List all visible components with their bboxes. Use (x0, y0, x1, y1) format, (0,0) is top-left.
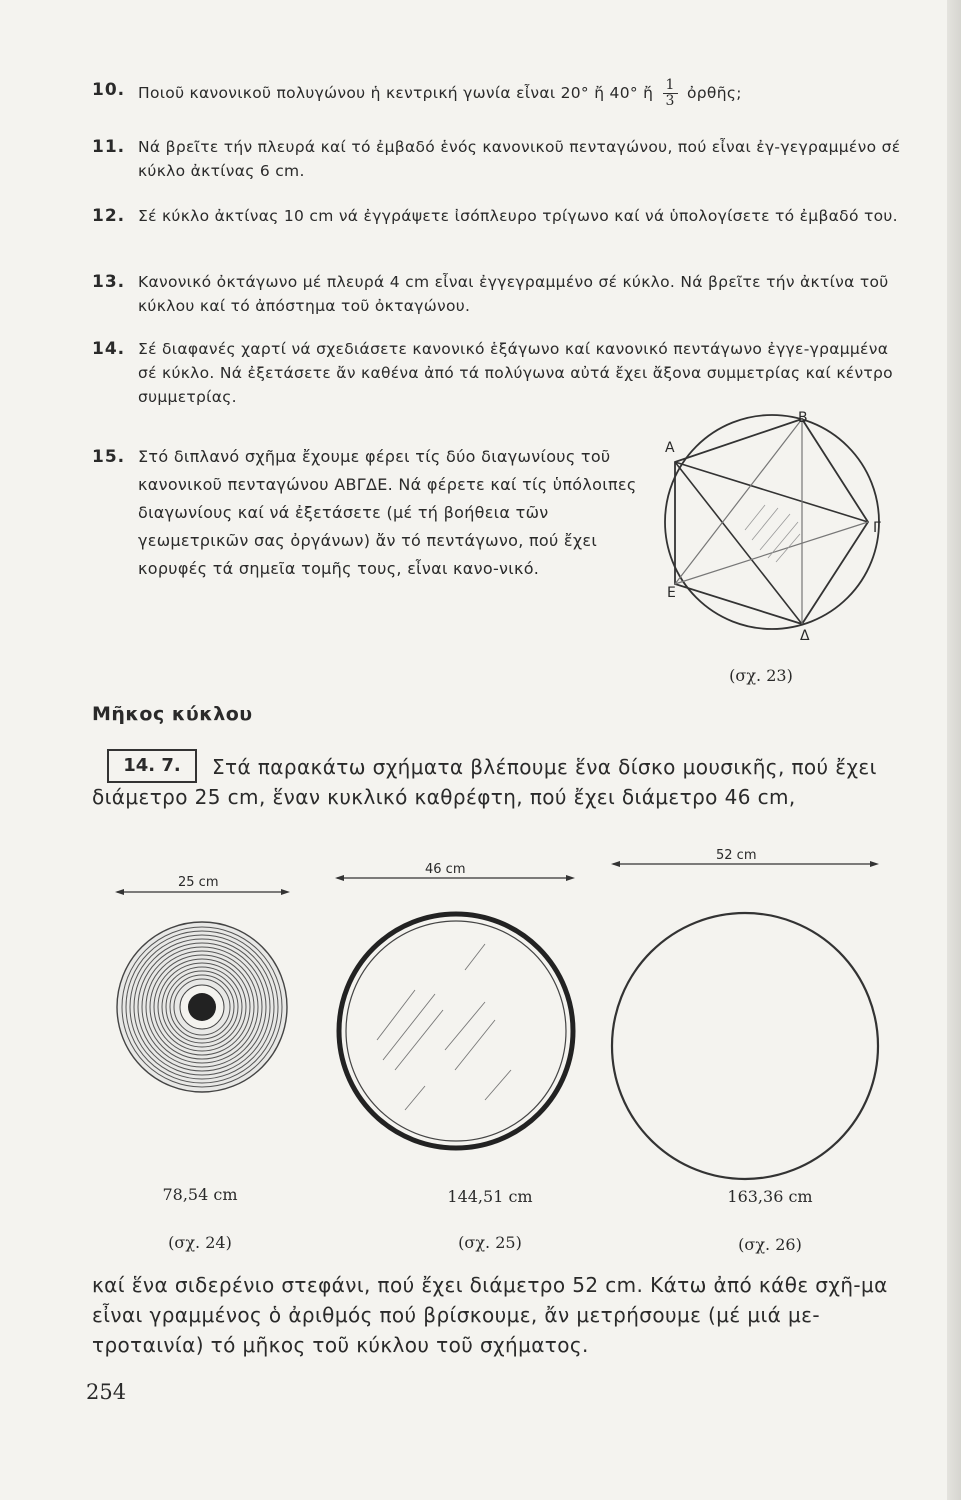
fraction-numerator: 1 (663, 78, 678, 94)
figure-23-pentagon (660, 410, 890, 650)
page-number: 254 (86, 1380, 127, 1404)
section-intro-text: Στά παρακάτω σχήματα βλέπουμε ἕνα δίσκο μουσικῆς, πού ἔχει διάμετρο 25 cm, ἕναν κυκλικό καθρέφτη, πού ἔχει διάμετρο 46 cm, (92, 755, 877, 809)
exercise-number: 15. (92, 447, 126, 467)
section-title: Μῆκος κύκλου (92, 703, 253, 725)
exercise-15 (92, 443, 662, 583)
vertex-label-G: Γ (873, 520, 881, 536)
diagonal-AG (675, 462, 868, 522)
exercise-text: Κανονικό ὀκτάγωνο μέ πλευρά 4 cm εἶναι ἐγγεγραμμένο σέ κύκλο. Νά βρεῖτε τήν ἀκτίνα τοῦ κύκλου καί τό ἀπόστημα τοῦ ὀκταγώνου. (138, 273, 889, 315)
exercise-text: Σέ κύκλο ἀκτίνας 10 cm νά ἐγγράψετε ἰσόπλευρο τρίγωνο καί νά ὑπολογίσετε τό ἐμβαδό του. (138, 207, 898, 225)
hoop-circumference: 163,36 cm (727, 1187, 813, 1206)
figure-26-caption: (σχ. 26) (738, 1235, 802, 1254)
hatching (745, 505, 800, 562)
round-mirror (335, 910, 577, 1152)
exercise-text: Νά βρεῖτε τήν πλευρά καί τό ἐμβαδό ἑνός κανονικοῦ πενταγώνου, πού εἶναι ἐγ-γεγραμμένο σέ κύκλο ἀκτίνας 6 cm. (138, 138, 901, 180)
mirror-reflection-lines (377, 944, 511, 1110)
mirror-dimension-arrow (335, 872, 575, 884)
figure-24-caption: (σχ. 24) (168, 1233, 232, 1252)
fraction-denominator: 3 (665, 93, 675, 109)
vertex-label-E: Ε (667, 585, 676, 601)
page-edge (947, 0, 961, 1500)
exercise-text: Σέ διαφανές χαρτί νά σχεδιάσετε κανονικό ἑξάγωνο καί κανονικό πεντάγωνο ἐγγε-γραμμένα σέ κύκλο. Νά ἐξετάσετε ἄν καθένα ἀπό τά πολύγωνα αὐτά ἔχει ἄξονα συμμετρίας καί κέντρο συμμετρίας. (138, 340, 893, 406)
exercise-13 (92, 270, 902, 318)
vertex-label-B: Β (798, 410, 808, 426)
exercise-12 (92, 204, 902, 228)
record-center (188, 993, 216, 1021)
exercise-number: 13. (92, 272, 126, 292)
mirror-diameter-label: 46 cm (425, 862, 466, 877)
figure-23-caption: (σχ. 23) (729, 666, 793, 685)
vertex-label-A: Α (665, 440, 675, 456)
exercise-number: 12. (92, 206, 126, 226)
diagonal-BE (675, 419, 802, 584)
exercise-text-before: Ποιοῦ κανονικοῦ πολυγώνου ἡ κεντρική γωνία εἶναι 20° ἤ 40° ἤ (138, 84, 654, 102)
exercise-text (138, 78, 902, 109)
figure-25-caption: (σχ. 25) (458, 1233, 522, 1252)
vertex-label-D: Δ (800, 628, 810, 644)
hoop-diameter-label: 52 cm (716, 848, 757, 863)
exercise-10 (92, 78, 902, 109)
fraction (663, 78, 678, 109)
hoop-dimension-arrow (611, 858, 879, 870)
diagonal-AD (675, 462, 802, 624)
exercise-text-after: ὀρθῆς; (686, 84, 742, 102)
exercise-11 (92, 135, 902, 183)
exercise-14 (92, 337, 902, 409)
exercise-number: 14. (92, 339, 126, 359)
disk-diameter-label: 25 cm (178, 875, 219, 890)
exercise-number: 10. (92, 80, 126, 100)
iron-hoop (609, 910, 881, 1182)
disk-dimension-arrow (115, 886, 290, 898)
disk-circumference: 78,54 cm (162, 1185, 238, 1204)
section-number-box: 14. 7. (107, 749, 197, 783)
exercise-text: Στό διπλανό σχῆμα ἔχουμε φέρει τίς δύο διαγωνίους τοῦ κανονικοῦ πενταγώνου ΑΒΓΔΕ. Νά φέρετε καί τίς ὑπόλοιπες διαγωνίους καί νά ἐξετάσετε (μέ τή βοήθεια τῶν γεωμετρικῶν σας ὀργάνων) ἄν τό πεντάγωνο, πού ἔχει κορυφές τά σημεῖα τομῆς τους, εἶναι κανο-νικό. (138, 447, 637, 578)
record-disk (115, 920, 289, 1094)
section-closing-text: καί ἕνα σιδερένιο στεφάνι, πού ἔχει διάμετρο 52 cm. Κάτω ἀπό κάθε σχῆ-μα εἶναι γραμμένος ὁ ἀριθμός πού βρίσκουμε, ἄν μετρήσουμε (μέ μιά με-τροταινία) τό μῆκος τοῦ κύκλου τοῦ σχήματος. (92, 1273, 888, 1357)
pentagon-outline (675, 419, 868, 624)
exercise-number: 11. (92, 137, 126, 157)
circumcircle (665, 415, 879, 629)
mirror-circumference: 144,51 cm (447, 1187, 533, 1206)
diagonal-GE (675, 522, 868, 584)
